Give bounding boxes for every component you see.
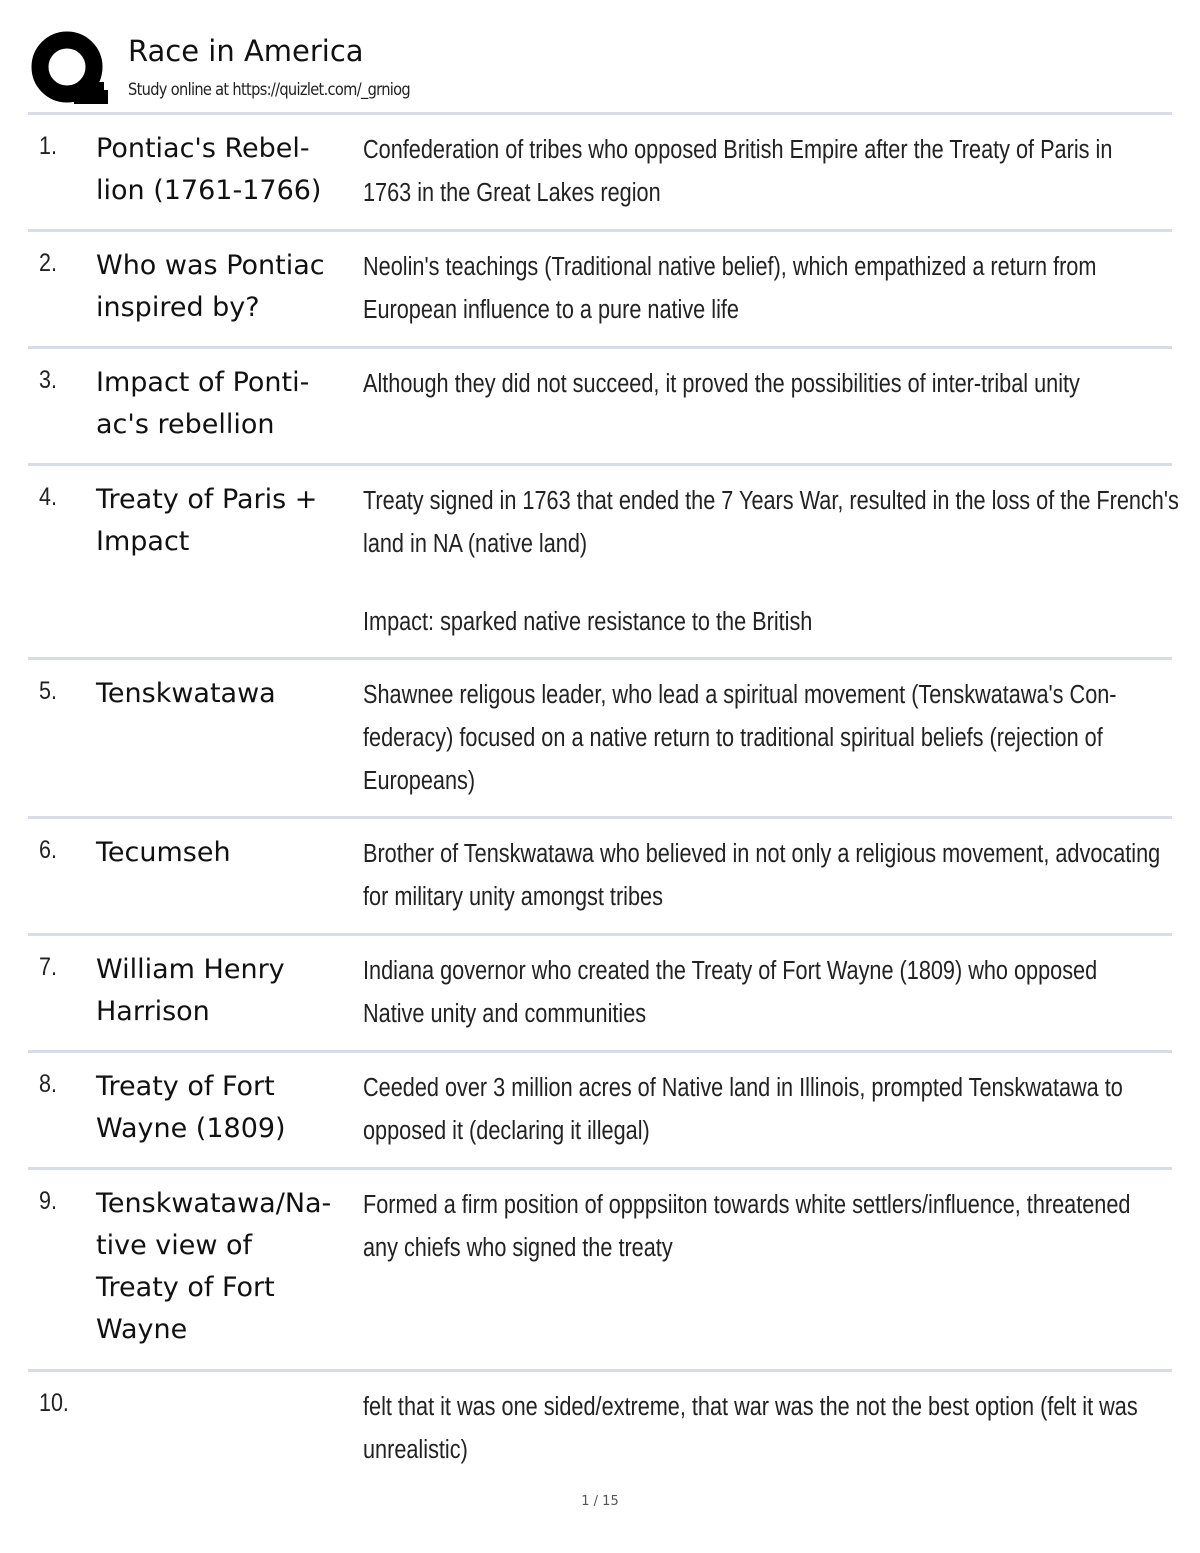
definition-line: for military unity amongst tribes (363, 883, 663, 911)
card-term: Impact of Ponti- ac's rebellion (96, 367, 310, 440)
definition-line: European influence to a pure native life (363, 296, 739, 324)
card-definition (363, 674, 1153, 803)
card-definition (363, 833, 1161, 919)
card-term: Tenskwatawa (96, 678, 276, 709)
page-number: 1 / 15 (581, 1494, 619, 1509)
card-term: Treaty of Paris + Impact (96, 484, 318, 557)
card-definition (363, 1386, 1153, 1472)
flashcard (28, 1050, 1172, 1167)
flashcard (28, 229, 1172, 346)
definition-line: 1763 in the Great Lakes region (363, 179, 661, 207)
flashcard (28, 112, 1172, 229)
flashcard (28, 1167, 1172, 1369)
definition-line: Europeans) (363, 767, 476, 795)
card-definition (363, 950, 1153, 1036)
card-definition (363, 129, 1153, 215)
card-term: Treaty of Fort Wayne (1809) (96, 1071, 286, 1144)
card-definition (363, 363, 1153, 406)
flashcard-list (28, 112, 1179, 1479)
card-definition (363, 1184, 1153, 1270)
card-number: 8. (39, 1070, 57, 1098)
card-definition (363, 1067, 1153, 1153)
definition-line: Confederation of tribes who opposed British Empire after the Treaty of Paris in (363, 136, 1113, 164)
definition-line: opposed it (declaring it illegal) (363, 1117, 650, 1145)
flashcard (28, 346, 1172, 463)
page-title: Race in America (128, 34, 364, 68)
card-term: Tecumseh (96, 837, 231, 868)
definition-line: Treaty signed in 1763 that ended the 7 Years War, resulted in the loss of the French's (363, 487, 1179, 515)
flashcard (28, 933, 1172, 1050)
card-definition (363, 246, 1153, 332)
definition-line: any chiefs who signed the treaty (363, 1234, 673, 1262)
card-number: 3. (39, 366, 57, 394)
definition-line: Impact: sparked native resistance to the British (363, 608, 813, 636)
card-number: 10. (39, 1389, 69, 1417)
card-number: 5. (39, 677, 57, 705)
definition-line: Brother of Tenskwatawa who believed in not only a religious movement, advocating (363, 840, 1161, 868)
card-term: Who was Pontiac inspired by? (96, 250, 325, 323)
flashcard (28, 816, 1172, 933)
card-number: 9. (39, 1187, 57, 1215)
card-number: 7. (39, 953, 57, 981)
card-number: 4. (39, 483, 57, 511)
definition-line: Formed a firm position of opppsiiton towards white settlers/influence, threatened (363, 1191, 1131, 1219)
card-number: 1. (39, 132, 57, 160)
card-number: 6. (39, 836, 57, 864)
definition-line: Neolin's teachings (Traditional native belief), which empathized a return from (363, 253, 1097, 281)
flashcard (28, 657, 1172, 816)
quizlet-logo-icon (30, 30, 108, 108)
study-online-link[interactable]: Study online at https://quizlet.com/_grniog (128, 80, 411, 100)
page-header (30, 28, 1172, 112)
definition-line: felt that it was one sided/extreme, that war was the not the best option (felt it was (363, 1393, 1138, 1421)
card-definition (363, 480, 1179, 644)
card-term: William Henry Harrison (96, 954, 285, 1027)
definition-line: Shawnee religous leader, who lead a spiritual movement (Tenskwatawa's Con- (363, 681, 1117, 709)
definition-line: land in NA (native land) (363, 530, 588, 558)
definition-line: Indiana governor who created the Treaty of Fort Wayne (1809) who opposed (363, 957, 1098, 985)
flashcard (28, 463, 1179, 657)
definition-line: federacy) focused on a native return to traditional spiritual beliefs (rejection of (363, 724, 1103, 752)
definition-line: Although they did not succeed, it proved the possibilities of inter-tribal unity (363, 370, 1080, 398)
card-term: Tenskwatawa/Na- tive view of Treaty of Fort Wayne (96, 1188, 332, 1345)
card-term: Pontiac's Rebel- lion (1761-1766) (96, 133, 322, 206)
definition-spacer (363, 566, 1153, 601)
flashcard (28, 1369, 1172, 1479)
definition-line: unrealistic) (363, 1436, 468, 1464)
definition-line: Ceeded over 3 million acres of Native land in Illinois, prompted Tenskwatawa to (363, 1074, 1123, 1102)
definition-line: Native unity and communities (363, 1000, 647, 1028)
card-number: 2. (39, 249, 57, 277)
